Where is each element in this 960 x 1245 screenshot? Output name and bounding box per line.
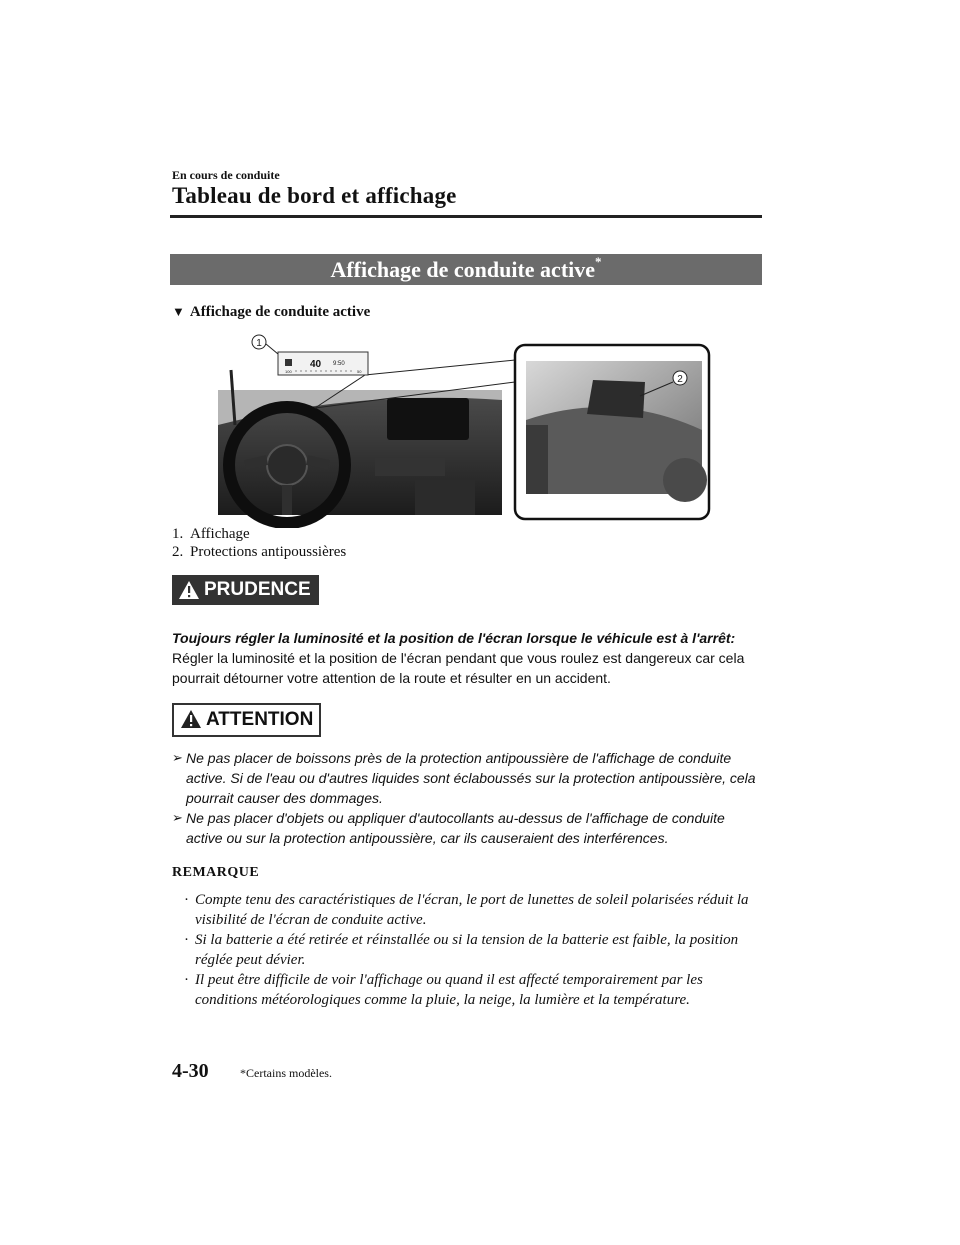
caption-item: 1. Affichage <box>172 526 250 542</box>
title-rule <box>170 215 762 218</box>
subheading-text: Affichage de conduite active <box>189 304 371 320</box>
bullet-dot-icon: · <box>184 932 189 948</box>
warning-triangle-icon <box>178 580 200 600</box>
models-asterisk: * <box>595 254 602 269</box>
page-title: Tableau de bord et affichage <box>172 183 457 208</box>
section-banner <box>170 254 762 285</box>
caution-heading: Toujours régler la luminosité et la position de l'écran lorsque le véhicule est à l'arrêt: <box>172 630 736 646</box>
attention-label-box <box>172 703 321 737</box>
bullet-dot-icon: · <box>184 972 189 988</box>
remarque-title: REMARQUE <box>172 865 260 880</box>
caution-label: PRUDENCE <box>204 579 311 600</box>
hud-speed: 40 <box>310 359 322 370</box>
callout-2: 2 <box>677 374 683 385</box>
remarque-item: · Compte tenu des caractéristiques de l'écran, le port de lunettes de soleil polarisées réduit la visibilité de l'écran de conduite active. <box>184 892 749 928</box>
remarque-item: · Il peut être difficile de voir l'affichage ou quand il est affecté temporairement par les conditions météorologiques comme la pluie, la neige, la lumière et la température. <box>184 972 703 1008</box>
caution-label-box <box>172 575 319 605</box>
hud-distance: 100 <box>285 369 292 374</box>
section-title: Affichage de conduite active <box>330 257 596 282</box>
warning-triangle-icon <box>180 709 202 729</box>
caution-body: Régler la luminosité et la position de l'écran pendant que vous roulez est dangereux car cela pourrait détourner votre attention de la route et résulter en un accident. <box>172 650 745 686</box>
footnote: *Certains modèles. <box>240 1066 332 1080</box>
dashboard-illustration <box>215 330 715 528</box>
cockpit-photo <box>218 370 502 523</box>
hud-display-inset <box>278 352 368 375</box>
remarque-item: · Si la batterie a été retirée et réinstallée ou si la tension de la batterie est faible, la position réglée peut dévier. <box>184 932 739 968</box>
subheading <box>172 304 370 321</box>
caption-item: 2. Protections antipoussières <box>172 544 347 560</box>
chapter-label: En cours de conduite <box>172 168 280 182</box>
attention-item: ➢ Ne pas placer de boissons près de la protection antipoussière de l'affichage de conduite active. Si de l'eau ou d'autres liquides sont éclaboussés sur la protection antipoussière, cela pourrait causer des dommages. <box>172 750 756 806</box>
attention-label: ATTENTION <box>206 709 314 730</box>
bullet-dot-icon: · <box>184 892 189 908</box>
arrow-right-icon: ➢ <box>172 810 183 825</box>
callout-1: 1 <box>256 338 262 349</box>
triangle-down-icon: ▼ <box>172 304 185 319</box>
page-number: 4-30 <box>172 1060 209 1082</box>
attention-item: ➢ Ne pas placer d'objets ou appliquer d'autocollants au-dessus de l'affichage de conduite active ou sur la protection antipoussière, car ils causeraient des interférences. <box>172 810 725 846</box>
hud-time: 9:50 <box>333 361 345 367</box>
hud-sign: 50 <box>357 369 362 374</box>
arrow-right-icon: ➢ <box>172 750 183 765</box>
